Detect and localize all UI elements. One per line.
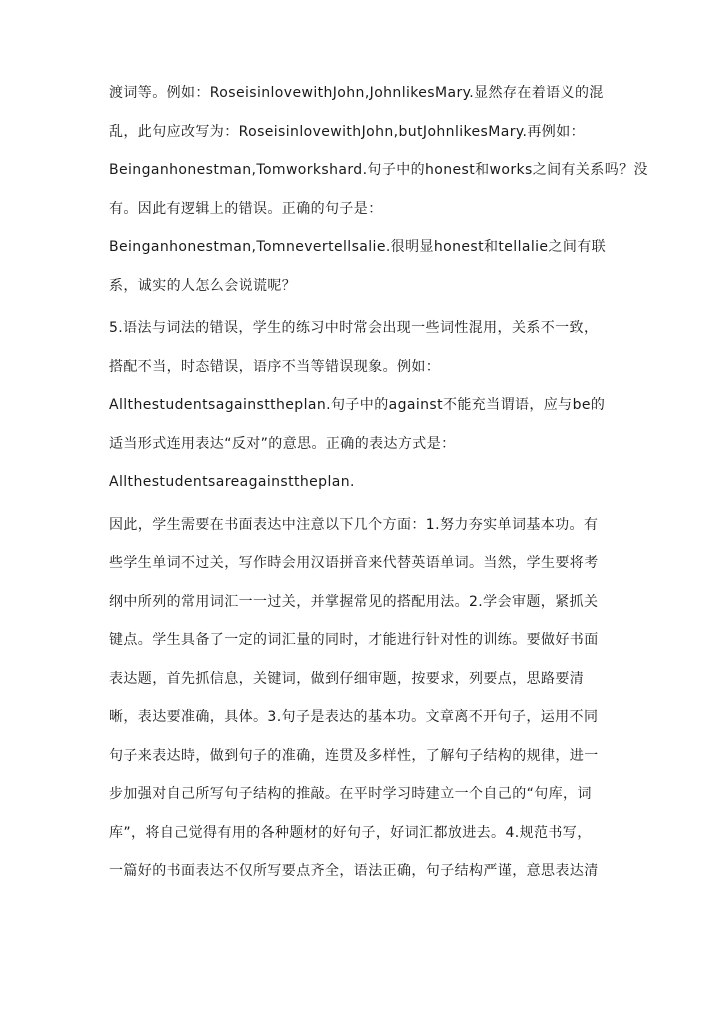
text-line: 搭配不当，时态错误，语序不当等错误现象。例如： [109,358,441,375]
text-line: 有。因此有逻辑上的错误。正确的句子是： [109,200,383,217]
text-line: 晰，表达要准确，具体。3.句子是表达的基本功。文章离不开句子，运用不同 [109,709,599,725]
text-line: Beinganhonestman,Tomworkshard.句子中的honest和works之间有关系吗？没 [109,162,648,178]
paragraph-1 [109,83,648,296]
text-line: 乱，此句应改写为：RoseisinlovewithJohn,butJohnlikesMary.再例如： [109,123,586,140]
text-line: Allthestudentsagainsttheplan.句子中的against不能充当谓语，应与be的 [109,397,606,413]
text-line: 系，诚实的人怎么会说谎呢？ [109,277,297,294]
text-line: 因此，学生需要在书面表达中注意以下几个方面：1.努力夯实单词基本功。有 [109,516,599,533]
text-line: 句子来表达時，做到句子的准确，连贯及多样性，了解句子结构的规律，进一 [109,747,599,764]
text-line: 渡词等。例如：RoseisinlovewithJohn,JohnlikesMary.显然存在着语义的混 [109,85,604,101]
text-line: 适当形式连用表达“反对”的意思。正确的表达方式是： [109,435,456,452]
paragraph-3 [109,515,614,882]
text-line: Beinganhonestman,Tomnevertellsalie.很明显honest和tellalie之间有联 [109,239,607,255]
text-line: 表达题，首先抓信息，关键词，做到仔细审题，按要求，列要点，思路要清 [109,670,585,687]
text-line: 5.语法与词法的错误，学生的练习中时常会出现一些词性混用，关系不一致， [109,320,599,336]
document-page [109,83,648,881]
text-line: 纲中所列的常用词汇一一过关，并掌握常见的搭配用法。2.学会审题，紧抓关 [109,593,599,610]
text-line: 步加强对自己所写句子结构的推敲。在平时学习時建立一个自己的“句库，词 [109,786,592,802]
text-line: 些学生单词不过关，写作時会用汉语拼音来代替英语单词。当然，学生要将考 [109,555,599,571]
text-line: 库”，将自己觉得有用的各种题材的好句子，好词汇都放进去。4.规范书写， [109,824,592,841]
text-line: 一篇好的书面表达不仅所写要点齐全，语法正确，句子结构严谨，意思表达清 [109,863,599,879]
paragraph-2 [109,318,614,492]
text-line: 键点。学生具备了一定的词汇量的同时，才能进行针对性的训练。要做好书面 [109,632,599,648]
text-line: Allthestudentsareagainsttheplan. [109,474,355,490]
